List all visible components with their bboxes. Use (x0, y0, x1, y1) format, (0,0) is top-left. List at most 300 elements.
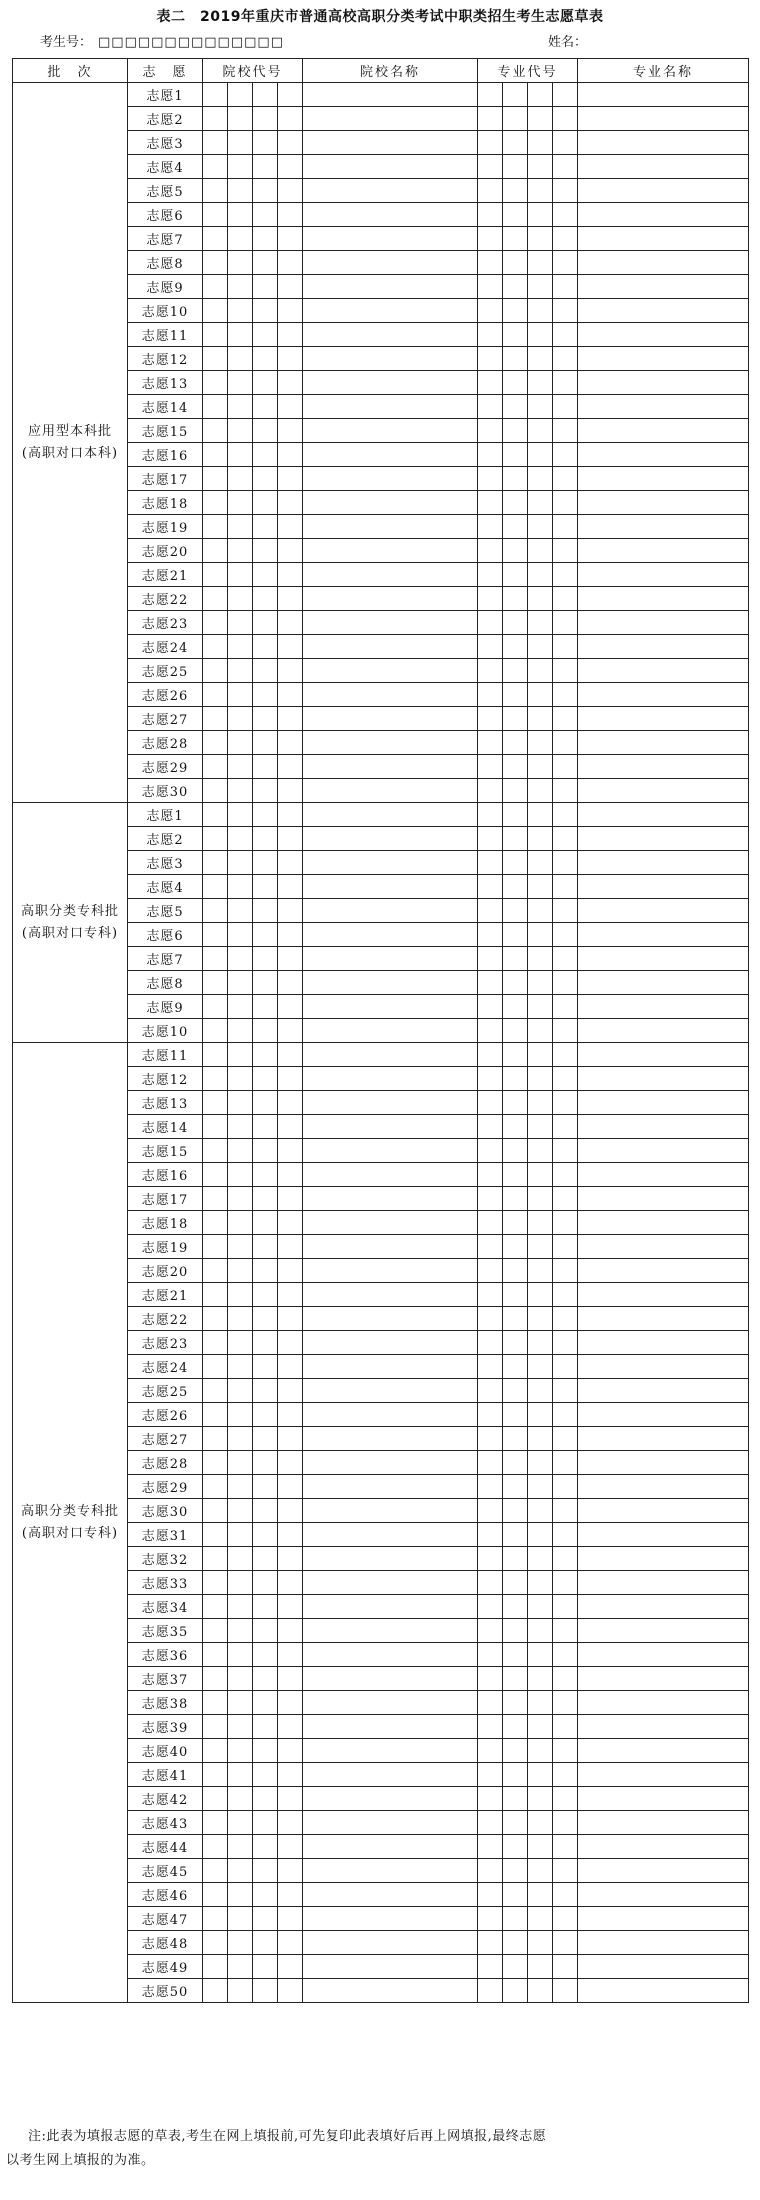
school-code-digit-cell[interactable] (228, 659, 253, 683)
major-code-digit-cell[interactable] (478, 155, 503, 179)
school-code-digit-cell[interactable] (228, 515, 253, 539)
major-code-digit-cell[interactable] (528, 1931, 553, 1955)
major-code-digit-cell[interactable] (553, 1259, 578, 1283)
school-code-digit-cell[interactable] (228, 1547, 253, 1571)
major-code-digit-cell[interactable] (503, 611, 528, 635)
major-code-digit-cell[interactable] (503, 1235, 528, 1259)
major-code-digit-cell[interactable] (528, 899, 553, 923)
school-code-digit-cell[interactable] (203, 1547, 228, 1571)
school-name-cell[interactable] (303, 1403, 478, 1427)
major-code-digit-cell[interactable] (478, 371, 503, 395)
school-code-digit-cell[interactable] (253, 1067, 278, 1091)
major-code-digit-cell[interactable] (553, 1667, 578, 1691)
school-code-digit-cell[interactable] (228, 1715, 253, 1739)
school-code-digit-cell[interactable] (253, 1979, 278, 2003)
major-code-digit-cell[interactable] (553, 1499, 578, 1523)
school-code-digit-cell[interactable] (253, 1595, 278, 1619)
school-code-digit-cell[interactable] (203, 1139, 228, 1163)
school-code-digit-cell[interactable] (278, 587, 303, 611)
major-code-digit-cell[interactable] (478, 635, 503, 659)
school-code-digit-cell[interactable] (278, 1091, 303, 1115)
major-code-digit-cell[interactable] (528, 347, 553, 371)
major-code-digit-cell[interactable] (553, 1811, 578, 1835)
school-name-cell[interactable] (303, 1379, 478, 1403)
major-code-digit-cell[interactable] (478, 1979, 503, 2003)
major-code-digit-cell[interactable] (553, 803, 578, 827)
major-code-digit-cell[interactable] (478, 179, 503, 203)
school-code-digit-cell[interactable] (228, 539, 253, 563)
school-code-digit-cell[interactable] (228, 947, 253, 971)
school-code-digit-cell[interactable] (253, 1667, 278, 1691)
major-code-digit-cell[interactable] (478, 1691, 503, 1715)
major-code-digit-cell[interactable] (478, 251, 503, 275)
major-name-cell[interactable] (578, 587, 749, 611)
school-name-cell[interactable] (303, 803, 478, 827)
major-code-digit-cell[interactable] (553, 131, 578, 155)
school-code-digit-cell[interactable] (253, 683, 278, 707)
school-name-cell[interactable] (303, 179, 478, 203)
school-code-digit-cell[interactable] (278, 1763, 303, 1787)
major-code-digit-cell[interactable] (478, 1211, 503, 1235)
major-code-digit-cell[interactable] (503, 971, 528, 995)
school-code-digit-cell[interactable] (253, 659, 278, 683)
major-code-digit-cell[interactable] (503, 1907, 528, 1931)
school-code-digit-cell[interactable] (228, 1187, 253, 1211)
school-code-digit-cell[interactable] (203, 347, 228, 371)
school-code-digit-cell[interactable] (203, 1403, 228, 1427)
school-name-cell[interactable] (303, 1643, 478, 1667)
school-code-digit-cell[interactable] (228, 467, 253, 491)
major-code-digit-cell[interactable] (528, 155, 553, 179)
major-code-digit-cell[interactable] (528, 251, 553, 275)
major-name-cell[interactable] (578, 1451, 749, 1475)
school-name-cell[interactable] (303, 1499, 478, 1523)
school-code-digit-cell[interactable] (253, 899, 278, 923)
school-code-digit-cell[interactable] (278, 1619, 303, 1643)
school-name-cell[interactable] (303, 515, 478, 539)
school-code-digit-cell[interactable] (203, 1235, 228, 1259)
major-name-cell[interactable] (578, 1355, 749, 1379)
major-code-digit-cell[interactable] (553, 899, 578, 923)
major-code-digit-cell[interactable] (503, 1883, 528, 1907)
major-code-digit-cell[interactable] (528, 1451, 553, 1475)
major-code-digit-cell[interactable] (528, 755, 553, 779)
major-code-digit-cell[interactable] (503, 1403, 528, 1427)
major-code-digit-cell[interactable] (528, 131, 553, 155)
school-name-cell[interactable] (303, 395, 478, 419)
major-code-digit-cell[interactable] (553, 443, 578, 467)
school-name-cell[interactable] (303, 299, 478, 323)
school-code-digit-cell[interactable] (253, 1331, 278, 1355)
school-code-digit-cell[interactable] (228, 1307, 253, 1331)
school-code-digit-cell[interactable] (203, 179, 228, 203)
major-code-digit-cell[interactable] (553, 1835, 578, 1859)
school-code-digit-cell[interactable] (203, 1931, 228, 1955)
major-code-digit-cell[interactable] (528, 515, 553, 539)
major-code-digit-cell[interactable] (503, 1787, 528, 1811)
school-code-digit-cell[interactable] (203, 539, 228, 563)
school-code-digit-cell[interactable] (278, 515, 303, 539)
major-name-cell[interactable] (578, 1067, 749, 1091)
major-code-digit-cell[interactable] (478, 1547, 503, 1571)
major-code-digit-cell[interactable] (503, 563, 528, 587)
major-name-cell[interactable] (578, 371, 749, 395)
major-name-cell[interactable] (578, 1739, 749, 1763)
school-name-cell[interactable] (303, 1931, 478, 1955)
major-code-digit-cell[interactable] (528, 467, 553, 491)
major-code-digit-cell[interactable] (478, 971, 503, 995)
major-code-digit-cell[interactable] (553, 179, 578, 203)
school-code-digit-cell[interactable] (278, 707, 303, 731)
major-code-digit-cell[interactable] (528, 1787, 553, 1811)
major-code-digit-cell[interactable] (503, 179, 528, 203)
major-code-digit-cell[interactable] (503, 1739, 528, 1763)
school-code-digit-cell[interactable] (278, 419, 303, 443)
major-code-digit-cell[interactable] (503, 1667, 528, 1691)
major-code-digit-cell[interactable] (553, 1595, 578, 1619)
major-code-digit-cell[interactable] (553, 1331, 578, 1355)
school-name-cell[interactable] (303, 1235, 478, 1259)
school-code-digit-cell[interactable] (203, 251, 228, 275)
school-code-digit-cell[interactable] (228, 1379, 253, 1403)
major-code-digit-cell[interactable] (478, 1715, 503, 1739)
school-code-digit-cell[interactable] (228, 803, 253, 827)
school-code-digit-cell[interactable] (228, 1571, 253, 1595)
major-code-digit-cell[interactable] (478, 1523, 503, 1547)
school-code-digit-cell[interactable] (228, 419, 253, 443)
major-code-digit-cell[interactable] (528, 1283, 553, 1307)
school-name-cell[interactable] (303, 1259, 478, 1283)
school-code-digit-cell[interactable] (228, 395, 253, 419)
school-code-digit-cell[interactable] (253, 995, 278, 1019)
school-name-cell[interactable] (303, 1451, 478, 1475)
school-code-digit-cell[interactable] (228, 1883, 253, 1907)
school-name-cell[interactable] (303, 1955, 478, 1979)
major-code-digit-cell[interactable] (478, 1955, 503, 1979)
school-code-digit-cell[interactable] (203, 1067, 228, 1091)
major-code-digit-cell[interactable] (553, 851, 578, 875)
school-code-digit-cell[interactable] (253, 443, 278, 467)
school-code-digit-cell[interactable] (203, 707, 228, 731)
major-code-digit-cell[interactable] (478, 707, 503, 731)
major-name-cell[interactable] (578, 1091, 749, 1115)
major-code-digit-cell[interactable] (503, 515, 528, 539)
major-code-digit-cell[interactable] (478, 731, 503, 755)
major-code-digit-cell[interactable] (478, 131, 503, 155)
major-code-digit-cell[interactable] (528, 323, 553, 347)
major-code-digit-cell[interactable] (478, 1835, 503, 1859)
major-code-digit-cell[interactable] (528, 1859, 553, 1883)
school-code-digit-cell[interactable] (228, 1763, 253, 1787)
school-code-digit-cell[interactable] (253, 299, 278, 323)
major-code-digit-cell[interactable] (503, 1091, 528, 1115)
major-code-digit-cell[interactable] (503, 1211, 528, 1235)
major-code-digit-cell[interactable] (553, 1907, 578, 1931)
school-name-cell[interactable] (303, 851, 478, 875)
school-code-digit-cell[interactable] (278, 1787, 303, 1811)
school-code-digit-cell[interactable] (203, 875, 228, 899)
school-code-digit-cell[interactable] (253, 1451, 278, 1475)
school-code-digit-cell[interactable] (203, 1163, 228, 1187)
school-code-digit-cell[interactable] (228, 875, 253, 899)
school-code-digit-cell[interactable] (203, 1019, 228, 1043)
major-code-digit-cell[interactable] (503, 779, 528, 803)
school-code-digit-cell[interactable] (203, 155, 228, 179)
school-code-digit-cell[interactable] (278, 1019, 303, 1043)
school-code-digit-cell[interactable] (203, 1307, 228, 1331)
major-name-cell[interactable] (578, 179, 749, 203)
major-name-cell[interactable] (578, 1691, 749, 1715)
major-name-cell[interactable] (578, 1931, 749, 1955)
major-code-digit-cell[interactable] (553, 371, 578, 395)
school-code-digit-cell[interactable] (253, 1211, 278, 1235)
school-code-digit-cell[interactable] (228, 275, 253, 299)
major-code-digit-cell[interactable] (553, 1715, 578, 1739)
major-code-digit-cell[interactable] (478, 1187, 503, 1211)
major-code-digit-cell[interactable] (503, 1571, 528, 1595)
major-code-digit-cell[interactable] (503, 1307, 528, 1331)
major-code-digit-cell[interactable] (503, 1259, 528, 1283)
school-code-digit-cell[interactable] (253, 1283, 278, 1307)
major-name-cell[interactable] (578, 1115, 749, 1139)
major-code-digit-cell[interactable] (528, 1019, 553, 1043)
school-code-digit-cell[interactable] (278, 779, 303, 803)
major-code-digit-cell[interactable] (553, 1547, 578, 1571)
school-name-cell[interactable] (303, 1763, 478, 1787)
school-code-digit-cell[interactable] (228, 1115, 253, 1139)
school-name-cell[interactable] (303, 1067, 478, 1091)
major-code-digit-cell[interactable] (528, 1187, 553, 1211)
major-code-digit-cell[interactable] (478, 1667, 503, 1691)
major-code-digit-cell[interactable] (478, 683, 503, 707)
major-code-digit-cell[interactable] (478, 1643, 503, 1667)
school-name-cell[interactable] (303, 1283, 478, 1307)
major-code-digit-cell[interactable] (478, 299, 503, 323)
major-code-digit-cell[interactable] (553, 635, 578, 659)
major-code-digit-cell[interactable] (553, 1211, 578, 1235)
major-code-digit-cell[interactable] (528, 659, 553, 683)
school-code-digit-cell[interactable] (278, 1931, 303, 1955)
major-code-digit-cell[interactable] (528, 1907, 553, 1931)
major-code-digit-cell[interactable] (553, 971, 578, 995)
major-code-digit-cell[interactable] (478, 1907, 503, 1931)
school-code-digit-cell[interactable] (253, 1715, 278, 1739)
school-code-digit-cell[interactable] (228, 779, 253, 803)
major-code-digit-cell[interactable] (503, 1451, 528, 1475)
school-code-digit-cell[interactable] (253, 731, 278, 755)
major-code-digit-cell[interactable] (553, 515, 578, 539)
major-code-digit-cell[interactable] (503, 1115, 528, 1139)
major-code-digit-cell[interactable] (503, 131, 528, 155)
major-code-digit-cell[interactable] (528, 707, 553, 731)
school-name-cell[interactable] (303, 107, 478, 131)
school-code-digit-cell[interactable] (203, 755, 228, 779)
school-code-digit-cell[interactable] (278, 563, 303, 587)
school-code-digit-cell[interactable] (203, 1715, 228, 1739)
major-name-cell[interactable] (578, 1403, 749, 1427)
major-code-digit-cell[interactable] (478, 467, 503, 491)
school-code-digit-cell[interactable] (278, 1907, 303, 1931)
major-name-cell[interactable] (578, 1547, 749, 1571)
major-code-digit-cell[interactable] (478, 875, 503, 899)
school-code-digit-cell[interactable] (253, 131, 278, 155)
major-code-digit-cell[interactable] (553, 1883, 578, 1907)
school-name-cell[interactable] (303, 1019, 478, 1043)
school-code-digit-cell[interactable] (228, 995, 253, 1019)
school-code-digit-cell[interactable] (278, 1955, 303, 1979)
school-name-cell[interactable] (303, 227, 478, 251)
school-name-cell[interactable] (303, 635, 478, 659)
major-code-digit-cell[interactable] (478, 1451, 503, 1475)
school-code-digit-cell[interactable] (253, 755, 278, 779)
school-code-digit-cell[interactable] (203, 1283, 228, 1307)
school-code-digit-cell[interactable] (253, 779, 278, 803)
major-code-digit-cell[interactable] (528, 1883, 553, 1907)
school-code-digit-cell[interactable] (203, 443, 228, 467)
school-code-digit-cell[interactable] (203, 1643, 228, 1667)
major-code-digit-cell[interactable] (528, 539, 553, 563)
major-name-cell[interactable] (578, 1235, 749, 1259)
school-code-digit-cell[interactable] (228, 1835, 253, 1859)
school-name-cell[interactable] (303, 707, 478, 731)
major-code-digit-cell[interactable] (503, 371, 528, 395)
school-code-digit-cell[interactable] (278, 947, 303, 971)
school-code-digit-cell[interactable] (278, 83, 303, 107)
school-code-digit-cell[interactable] (253, 1523, 278, 1547)
school-code-digit-cell[interactable] (228, 1979, 253, 2003)
school-code-digit-cell[interactable] (278, 635, 303, 659)
major-name-cell[interactable] (578, 1715, 749, 1739)
major-name-cell[interactable] (578, 1259, 749, 1283)
major-name-cell[interactable] (578, 1979, 749, 2003)
school-code-digit-cell[interactable] (228, 1331, 253, 1355)
school-code-digit-cell[interactable] (203, 299, 228, 323)
school-code-digit-cell[interactable] (228, 1931, 253, 1955)
major-code-digit-cell[interactable] (553, 1523, 578, 1547)
major-name-cell[interactable] (578, 755, 749, 779)
school-code-digit-cell[interactable] (203, 1907, 228, 1931)
major-code-digit-cell[interactable] (478, 1811, 503, 1835)
major-code-digit-cell[interactable] (503, 995, 528, 1019)
school-name-cell[interactable] (303, 731, 478, 755)
school-code-digit-cell[interactable] (253, 1043, 278, 1067)
major-code-digit-cell[interactable] (553, 1787, 578, 1811)
school-code-digit-cell[interactable] (253, 107, 278, 131)
major-code-digit-cell[interactable] (528, 1163, 553, 1187)
major-name-cell[interactable] (578, 155, 749, 179)
major-code-digit-cell[interactable] (478, 1499, 503, 1523)
major-code-digit-cell[interactable] (528, 1091, 553, 1115)
major-name-cell[interactable] (578, 1835, 749, 1859)
school-code-digit-cell[interactable] (278, 971, 303, 995)
school-code-digit-cell[interactable] (203, 731, 228, 755)
major-code-digit-cell[interactable] (528, 1571, 553, 1595)
major-code-digit-cell[interactable] (528, 1811, 553, 1835)
major-name-cell[interactable] (578, 1331, 749, 1355)
school-code-digit-cell[interactable] (278, 899, 303, 923)
major-code-digit-cell[interactable] (528, 1595, 553, 1619)
school-code-digit-cell[interactable] (228, 203, 253, 227)
major-code-digit-cell[interactable] (503, 1715, 528, 1739)
school-code-digit-cell[interactable] (203, 1595, 228, 1619)
school-code-digit-cell[interactable] (228, 923, 253, 947)
major-code-digit-cell[interactable] (503, 203, 528, 227)
school-code-digit-cell[interactable] (253, 371, 278, 395)
major-code-digit-cell[interactable] (503, 1643, 528, 1667)
school-code-digit-cell[interactable] (228, 299, 253, 323)
major-code-digit-cell[interactable] (528, 1043, 553, 1067)
major-code-digit-cell[interactable] (553, 923, 578, 947)
school-code-digit-cell[interactable] (253, 1883, 278, 1907)
major-name-cell[interactable] (578, 1955, 749, 1979)
major-code-digit-cell[interactable] (503, 875, 528, 899)
major-code-digit-cell[interactable] (478, 1139, 503, 1163)
school-code-digit-cell[interactable] (253, 1307, 278, 1331)
school-code-digit-cell[interactable] (228, 155, 253, 179)
school-code-digit-cell[interactable] (253, 971, 278, 995)
major-code-digit-cell[interactable] (528, 1739, 553, 1763)
school-code-digit-cell[interactable] (253, 323, 278, 347)
school-code-digit-cell[interactable] (228, 1091, 253, 1115)
school-code-digit-cell[interactable] (253, 635, 278, 659)
major-code-digit-cell[interactable] (478, 1307, 503, 1331)
major-code-digit-cell[interactable] (528, 1067, 553, 1091)
school-code-digit-cell[interactable] (278, 1307, 303, 1331)
major-code-digit-cell[interactable] (553, 611, 578, 635)
school-name-cell[interactable] (303, 1907, 478, 1931)
school-code-digit-cell[interactable] (278, 1379, 303, 1403)
major-name-cell[interactable] (578, 563, 749, 587)
school-code-digit-cell[interactable] (228, 1019, 253, 1043)
major-code-digit-cell[interactable] (553, 1139, 578, 1163)
school-code-digit-cell[interactable] (203, 1619, 228, 1643)
school-code-digit-cell[interactable] (278, 371, 303, 395)
school-code-digit-cell[interactable] (253, 1691, 278, 1715)
major-code-digit-cell[interactable] (528, 635, 553, 659)
major-code-digit-cell[interactable] (478, 1883, 503, 1907)
school-code-digit-cell[interactable] (228, 131, 253, 155)
major-code-digit-cell[interactable] (478, 539, 503, 563)
school-name-cell[interactable] (303, 251, 478, 275)
school-code-digit-cell[interactable] (253, 587, 278, 611)
major-code-digit-cell[interactable] (528, 419, 553, 443)
major-code-digit-cell[interactable] (503, 851, 528, 875)
school-name-cell[interactable] (303, 1091, 478, 1115)
school-code-digit-cell[interactable] (253, 1619, 278, 1643)
major-code-digit-cell[interactable] (528, 1691, 553, 1715)
school-code-digit-cell[interactable] (278, 155, 303, 179)
school-code-digit-cell[interactable] (278, 227, 303, 251)
major-code-digit-cell[interactable] (553, 1475, 578, 1499)
school-code-digit-cell[interactable] (253, 83, 278, 107)
major-code-digit-cell[interactable] (528, 1331, 553, 1355)
major-code-digit-cell[interactable] (503, 1499, 528, 1523)
school-name-cell[interactable] (303, 443, 478, 467)
major-name-cell[interactable] (578, 995, 749, 1019)
school-name-cell[interactable] (303, 1619, 478, 1643)
school-name-cell[interactable] (303, 1691, 478, 1715)
school-code-digit-cell[interactable] (253, 251, 278, 275)
school-code-digit-cell[interactable] (228, 1403, 253, 1427)
major-code-digit-cell[interactable] (478, 947, 503, 971)
major-code-digit-cell[interactable] (553, 1403, 578, 1427)
school-code-digit-cell[interactable] (253, 1763, 278, 1787)
major-code-digit-cell[interactable] (478, 899, 503, 923)
major-code-digit-cell[interactable] (503, 1043, 528, 1067)
major-code-digit-cell[interactable] (528, 1979, 553, 2003)
major-code-digit-cell[interactable] (503, 827, 528, 851)
school-code-digit-cell[interactable] (278, 1187, 303, 1211)
